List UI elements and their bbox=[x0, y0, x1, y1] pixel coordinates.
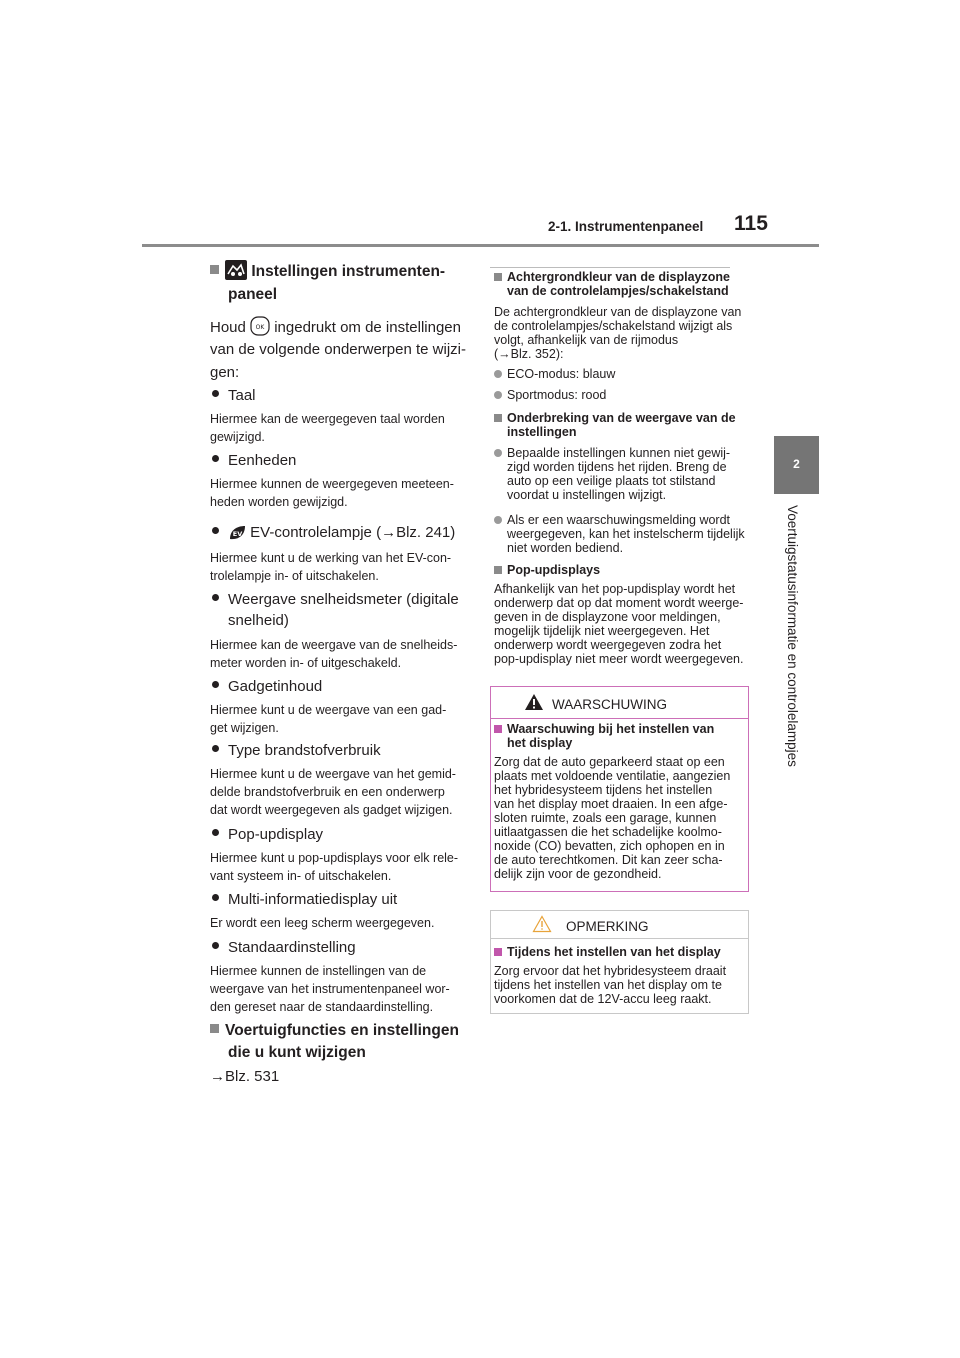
bullet-dot bbox=[494, 370, 502, 378]
eco-mode-item: ECO-modus: blauw bbox=[494, 367, 750, 381]
header-rule bbox=[142, 244, 819, 247]
svg-text:EV: EV bbox=[232, 530, 243, 538]
bullet-dot bbox=[212, 455, 219, 462]
svg-text:OK: OK bbox=[255, 324, 265, 331]
caution-triangle-icon bbox=[532, 915, 552, 938]
item-snelheidsmeter-desc: Hiermee kan de weergave van de snelheids- meter worden in- of uitgeschakeld. bbox=[210, 638, 458, 670]
bullet-dot bbox=[212, 894, 219, 901]
item-eenheden-desc: Hiermee kunnen de weergegeven meeteen- heden worden gewijzigd. bbox=[210, 477, 454, 509]
item-multi-info-uit-desc: Er wordt een leeg scherm weergegeven. bbox=[210, 916, 435, 930]
page-number: 115 bbox=[734, 212, 768, 235]
intro-line3: gen: bbox=[210, 364, 240, 381]
section2-reference: →Blz. 531 bbox=[210, 1068, 280, 1085]
bg-color-title: Achtergrondkleur van de displayzone van de controlelampjes/schakelstand bbox=[494, 270, 763, 298]
interruption-bullet-1: Bepaalde instellingen kunnen niet gewij- zigd worden tijdens het rijden. Breng de auto op een veilige plaats tot stilstand voordat u instellingen wijzigt. bbox=[494, 446, 763, 502]
chapter-number: 2 bbox=[793, 457, 800, 471]
item-taal-desc: Hiermee kan de weergegeven taal worden gewijzigd. bbox=[210, 412, 445, 444]
bullet-dot bbox=[494, 449, 502, 457]
intro-line2: van de volgende onderwerpen te wijzi- bbox=[210, 341, 466, 358]
square-bullet bbox=[494, 948, 502, 956]
square-bullet bbox=[494, 725, 502, 733]
bullet-dot bbox=[212, 594, 219, 601]
sport-mode-item: Sportmodus: rood bbox=[494, 388, 750, 402]
warning-header bbox=[490, 686, 749, 719]
item-ev: EV EV-controlelampje (→Blz. 241) bbox=[212, 522, 455, 547]
ev-indicator-icon bbox=[228, 525, 246, 547]
bullet-dot bbox=[212, 390, 219, 397]
section2-title: Voertuigfuncties en instellingen bbox=[210, 1020, 459, 1042]
item-gadgetinhoud-desc: Hiermee kunt u de weergave van een gad- get wijzigen. bbox=[210, 703, 447, 735]
section1-title-line2: paneel bbox=[228, 286, 278, 303]
item-ev-desc: Hiermee kunt u de werking van het EV-con- trolelampje in- of uitschakelen. bbox=[210, 551, 452, 583]
intro-line1: Houd OK ingedrukt om de instellingen bbox=[210, 316, 461, 343]
note-title: Tijdens het instellen van het display bbox=[494, 945, 750, 959]
note-label: OPMERKING bbox=[566, 919, 649, 934]
square-bullet bbox=[210, 1024, 219, 1033]
square-bullet bbox=[210, 265, 219, 274]
item-brandstofverbruik-desc: Hiermee kunt u de weergave van het gemid- delde brandstofverbruik en een onderwerp dat wordt weergegeven als gadget wijzigen. bbox=[210, 767, 456, 817]
section-header: 2-1. Instrumentenpaneel bbox=[548, 219, 704, 234]
item-eenheden: Eenheden bbox=[212, 450, 296, 471]
item-popupdisplay: Pop-updisplay bbox=[212, 824, 323, 845]
popup-body: Afhankelijk van het pop-updisplay wordt het onderwerp dat op dat moment wordt weerge- geven in de displayzone voor meldingen, mogelijk tijdelijk niet weergegeven. Het onderwerp wordt weergegeven zodra het pop-updisplay niet meer wordt weergegeven. bbox=[494, 582, 744, 666]
item-brandstofverbruik: Type brandstofverbruik bbox=[212, 740, 381, 761]
bullet-dot bbox=[494, 391, 502, 399]
bullet-dot bbox=[212, 942, 219, 949]
item-popupdisplay-desc: Hiermee kunt u pop-updisplays voor elk rele- vant systeem in- of uitschakelen. bbox=[210, 851, 459, 883]
warning-label: WAARSCHUWING bbox=[552, 697, 667, 712]
item-snelheidsmeter: Weergave snelheidsmeter (digitale bbox=[212, 589, 459, 610]
item-snelheidsmeter-line2: snelheid) bbox=[228, 612, 289, 629]
interruption-bullet-2: Als er een waarschuwingsmelding wordt weergegeven, kan het instelscherm tijdelijk niet worden bediend. bbox=[494, 513, 763, 555]
item-multi-info-uit: Multi-informatiedisplay uit bbox=[212, 889, 397, 910]
popup-title: Pop-updisplays bbox=[494, 563, 750, 577]
warning-body: Zorg dat de auto geparkeerd staat op een plaats met voldoende ventilatie, aangezien het hybridesysteem tijdens het instellen van het display moet draaien. In een afge- sloten ruimte, zoals een garage, kunnen uitlaatgassen die het schadelijke koolmo- noxide (CO) bevatten, zich ophopen en in de auto terechtkomen. Dit kan zeer scha- delijk zijn voor de gezondheid. bbox=[494, 755, 731, 881]
square-bullet bbox=[494, 566, 502, 574]
section1-title: Instellingen instrumenten- bbox=[210, 260, 470, 287]
square-bullet bbox=[494, 414, 502, 422]
divider bbox=[490, 267, 730, 268]
warning-triangle-icon bbox=[524, 693, 544, 716]
item-standaardinstelling-desc: Hiermee kunnen de instellingen van de weergave van het instrumentenpaneel wor- den gereset naar de standaardinstelling. bbox=[210, 964, 450, 1014]
square-bullet bbox=[494, 273, 502, 281]
bg-color-body: De achtergrondkleur van de displayzone van de controlelampjes/schakelstand wijzigt als volgt, afhankelijk van de rijmodus (→Blz. 352): bbox=[494, 305, 742, 361]
bullet-dot bbox=[494, 516, 502, 524]
note-body: Zorg ervoor dat het hybridesysteem draait tijdens het instellen van het display om te voorkomen dat de 12V-accu leeg raakt. bbox=[494, 964, 727, 1006]
bullet-dot bbox=[212, 745, 219, 752]
item-standaardinstelling: Standaardinstelling bbox=[212, 937, 356, 958]
note-header bbox=[490, 910, 749, 939]
warning-title: Waarschuwing bij het instellen van het display bbox=[494, 722, 763, 750]
section2-title-line2: die u kunt wijzigen bbox=[228, 1044, 366, 1061]
item-gadgetinhoud: Gadgetinhoud bbox=[212, 676, 322, 697]
bullet-dot bbox=[212, 829, 219, 836]
bullet-dot bbox=[212, 527, 219, 534]
bullet-dot bbox=[212, 681, 219, 688]
interruption-title: Onderbreking van de weergave van de instellingen bbox=[494, 411, 763, 439]
item-taal: Taal bbox=[212, 385, 256, 406]
chapter-label: Voertuigstatusinformatie en controlelampjes bbox=[785, 505, 800, 767]
instrument-panel-settings-icon bbox=[225, 260, 247, 287]
